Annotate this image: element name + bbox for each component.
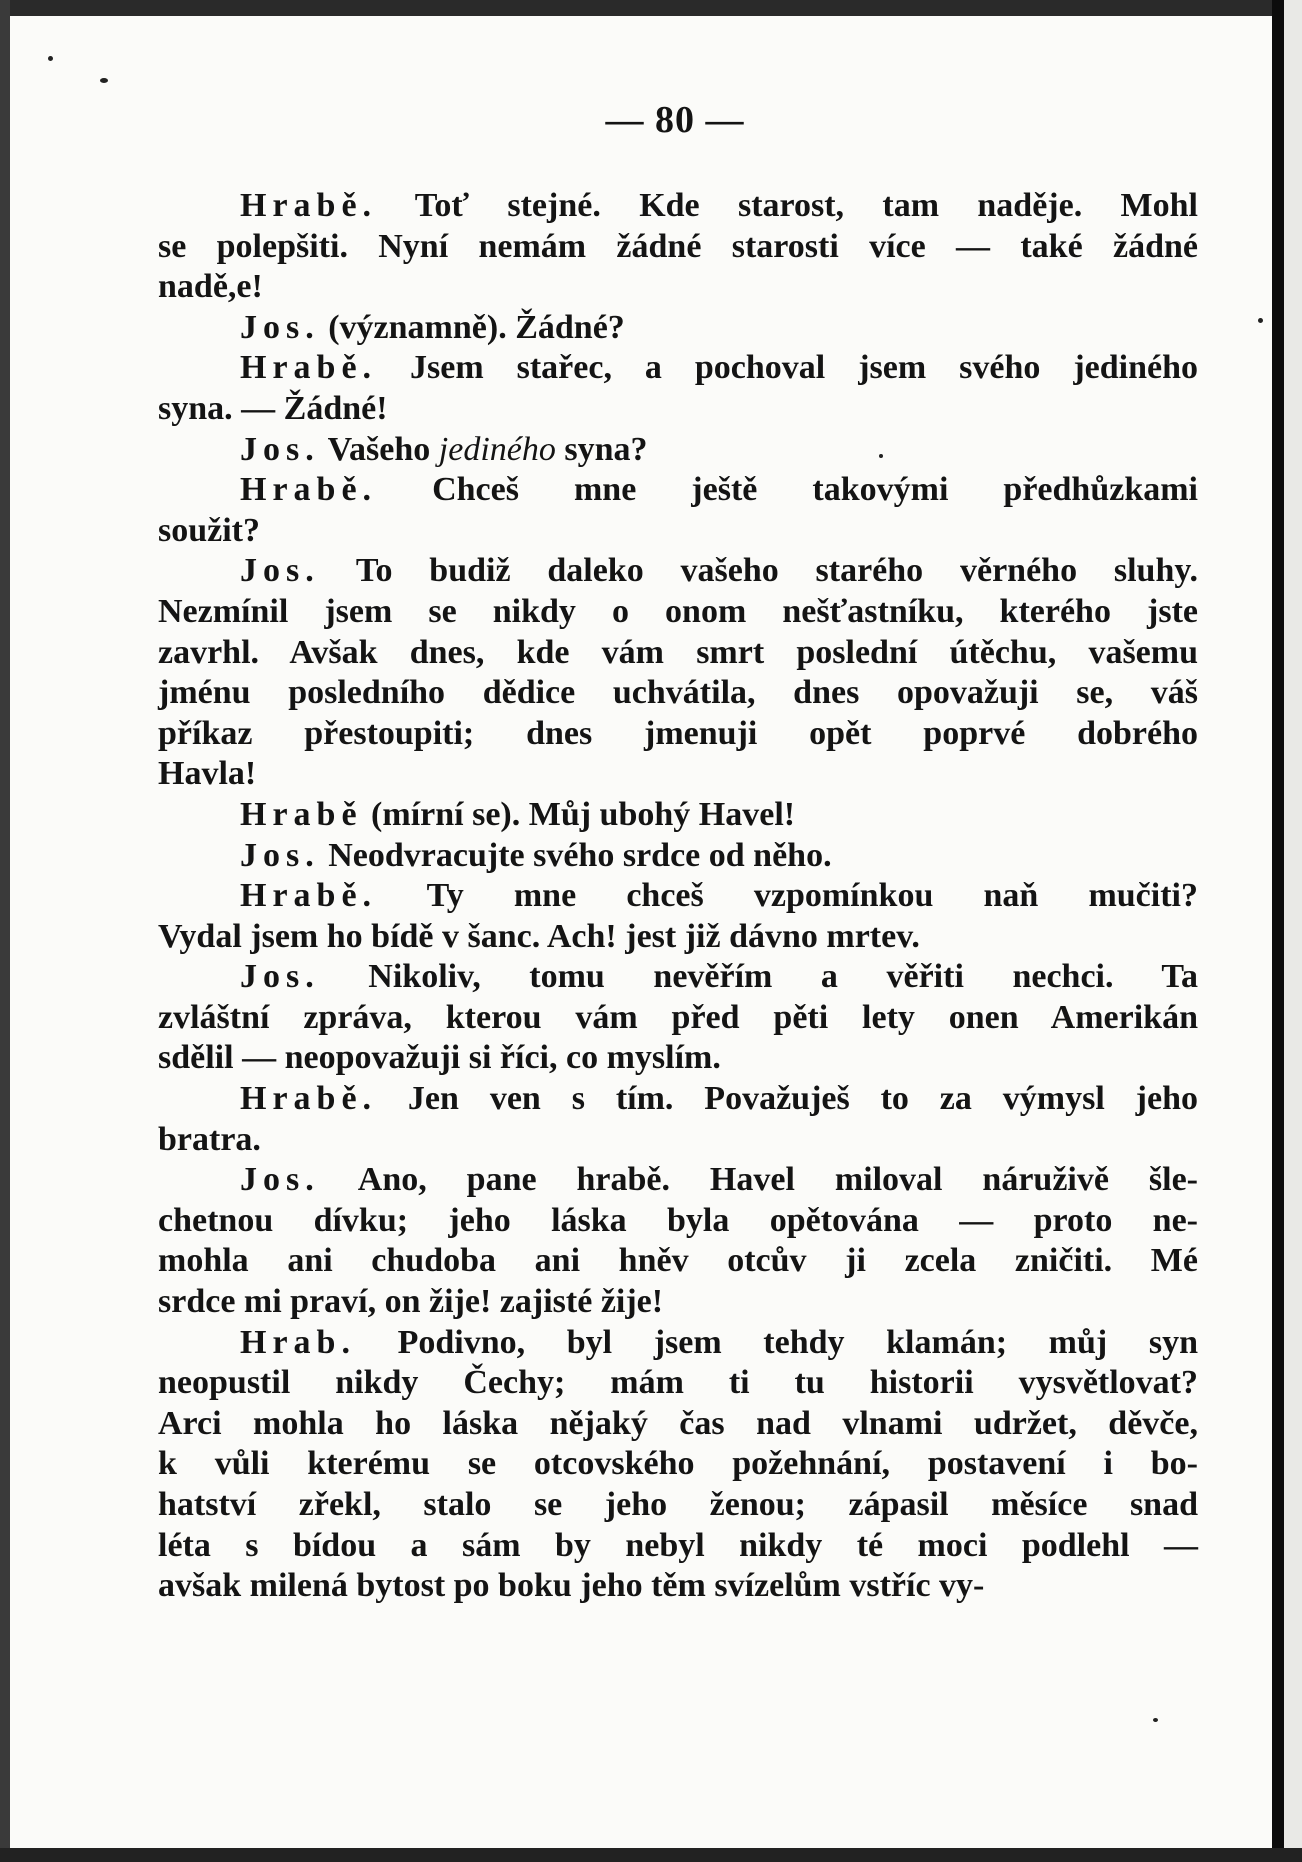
scan-speck (48, 56, 53, 61)
scan-top-edge (0, 0, 1302, 16)
speaker-name: Jos. (240, 1161, 320, 1199)
line-text: avšak milená bytost po boku jeho těm svízelům vstříc vy- (158, 1567, 985, 1605)
text-line (158, 308, 1198, 349)
text-line (158, 876, 1198, 917)
body-text (158, 186, 1198, 1607)
speaker-name: Hrabě. (240, 877, 378, 915)
line-text: bratra. (158, 1120, 261, 1158)
text-line (158, 470, 1198, 511)
line-text: Podivno, byl jsem tehdy klamán; můj syn (355, 1323, 1198, 1361)
line-text: soužit? (158, 511, 260, 549)
speaker-name: Hrabě (240, 795, 363, 833)
text-line (158, 1526, 1198, 1567)
line-text: chetnou dívku; jeho láska byla opětována — proto ne- (158, 1201, 1198, 1239)
speaker-name: Hrab. (240, 1323, 356, 1361)
line-text: To budiž daleko vašeho starého věrného sluhy. (319, 552, 1198, 590)
line-text: Chceš mne ještě takovými předhůzkami (377, 471, 1198, 509)
line-text: léta s bídou a sám by nebyl nikdy té moci podlehl — (158, 1526, 1198, 1564)
line-text: příkaz přestoupiti; dnes jmenuji opět poprvé dobrého (158, 714, 1198, 752)
line-text: Nezmínil jsem se nikdy o onom nešťastníku, kterého jste (158, 592, 1198, 630)
line-text: neopustil nikdy Čechy; mám ti tu historii vysvětlovat? (158, 1364, 1198, 1402)
text-line (158, 227, 1198, 268)
text-line (158, 1363, 1198, 1404)
text-line (158, 1282, 1198, 1323)
text-line (158, 1404, 1198, 1445)
speaker-name: Jos. (240, 552, 320, 590)
emphasis-text: jediného (438, 430, 556, 468)
line-text: (významně). Žádné? (319, 308, 625, 346)
speaker-name: Jos. (240, 836, 320, 874)
line-text: hatství zřekl, stalo se jeho ženou; zápasil měsíce snad (158, 1486, 1198, 1523)
page-number: — 80 — (605, 99, 745, 141)
text-line (158, 1160, 1198, 1201)
text-line (158, 917, 1198, 958)
text-line (158, 1485, 1198, 1526)
text-line (158, 267, 1198, 308)
text-line (158, 1079, 1198, 1120)
line-text: Jsem stařec, a pochoval jsem svého jediného (377, 349, 1198, 387)
text-line (158, 511, 1198, 552)
text-line (158, 673, 1198, 714)
scan-speck (1153, 1718, 1158, 1722)
text-line (158, 1566, 1198, 1607)
line-text: srdce mi praví, on žije! zajisté žije! (158, 1283, 664, 1321)
text-line (158, 186, 1198, 227)
line-text: Vašeho (319, 430, 439, 468)
text-line (158, 714, 1198, 755)
line-text: Arci mohla ho láska nějaký čas nad vlnami udržet, děvče, (158, 1404, 1198, 1442)
text-line (158, 348, 1198, 389)
text-line (158, 633, 1198, 674)
text-line (158, 1120, 1198, 1161)
line-text: (mírní se). Můj ubohý Havel! (362, 795, 796, 833)
speaker-name: Jos. (240, 958, 320, 996)
line-text: se polepšiti. Nyní nemám žádné starosti více — také žádné (158, 227, 1198, 265)
speaker-name: Hrabě. (240, 1080, 378, 1118)
text-line (158, 1444, 1198, 1485)
line-text: syna. — Žádné! (158, 389, 388, 427)
line-text: mohla ani chudoba ani hněv otcův ji zcela zničiti. Mé (158, 1242, 1198, 1280)
text-line (158, 1201, 1198, 1242)
line-text: Havla! (158, 755, 257, 793)
text-line (158, 1038, 1198, 1079)
line-text: Neodvracujte svého srdce od něho. (319, 836, 832, 874)
speaker-name: Hrabě. (240, 471, 378, 509)
line-text: Ano, pane hrabě. Havel miloval náruživě šle- (319, 1161, 1198, 1199)
text-line (158, 754, 1198, 795)
line-text: Vydal jsem ho bídě v šanc. Ach! jest již dávno mrtev. (158, 917, 920, 955)
text-line (158, 551, 1198, 592)
line-text: k vůli kterému se otcovského požehnání, postavení i bo- (158, 1445, 1198, 1483)
speaker-name: Jos. (240, 308, 320, 346)
line-text: Nikoliv, tomu nevěřím a věřiti nechci. Ta (319, 958, 1198, 996)
text-line (158, 836, 1198, 877)
scan-left-edge (0, 0, 10, 1862)
scan-right-edge (1272, 0, 1284, 1862)
line-text: Toť stejné. Kde starost, tam naděje. Mohl (377, 187, 1198, 224)
scan-speck (1258, 318, 1263, 323)
text-line (158, 957, 1198, 998)
text-line (158, 592, 1198, 633)
text-line (158, 1323, 1198, 1364)
scan-speck (100, 78, 108, 83)
text-line (158, 998, 1198, 1039)
line-text: Ty mne chceš vzpomínkou naň mučiti? (377, 877, 1198, 915)
line-text: zavrhl. Avšak dnes, kde vám smrt poslední útěchu, vašemu (158, 633, 1198, 671)
line-text: syna? (555, 430, 648, 468)
line-text: nadě,e! (158, 268, 263, 306)
text-line (158, 430, 1198, 471)
line-text: jménu posledního dědice uchvátila, dnes opovažuji se, váš (158, 674, 1198, 712)
line-text: sdělil — neopovažuji si říci, co myslím. (158, 1039, 721, 1077)
line-text: zvláštní zpráva, kterou vám před pěti lety onen Amerikán (158, 998, 1198, 1036)
text-line (158, 795, 1198, 836)
speaker-name: Jos. (240, 430, 320, 468)
speaker-name: Hrabě. (240, 349, 378, 387)
scan-bottom-edge (0, 1848, 1302, 1862)
text-line (158, 1241, 1198, 1282)
line-text: Jen ven s tím. Považuješ to za výmysl jeho (377, 1080, 1198, 1118)
speaker-name: Hrabě. (240, 187, 378, 224)
text-line (158, 389, 1198, 430)
